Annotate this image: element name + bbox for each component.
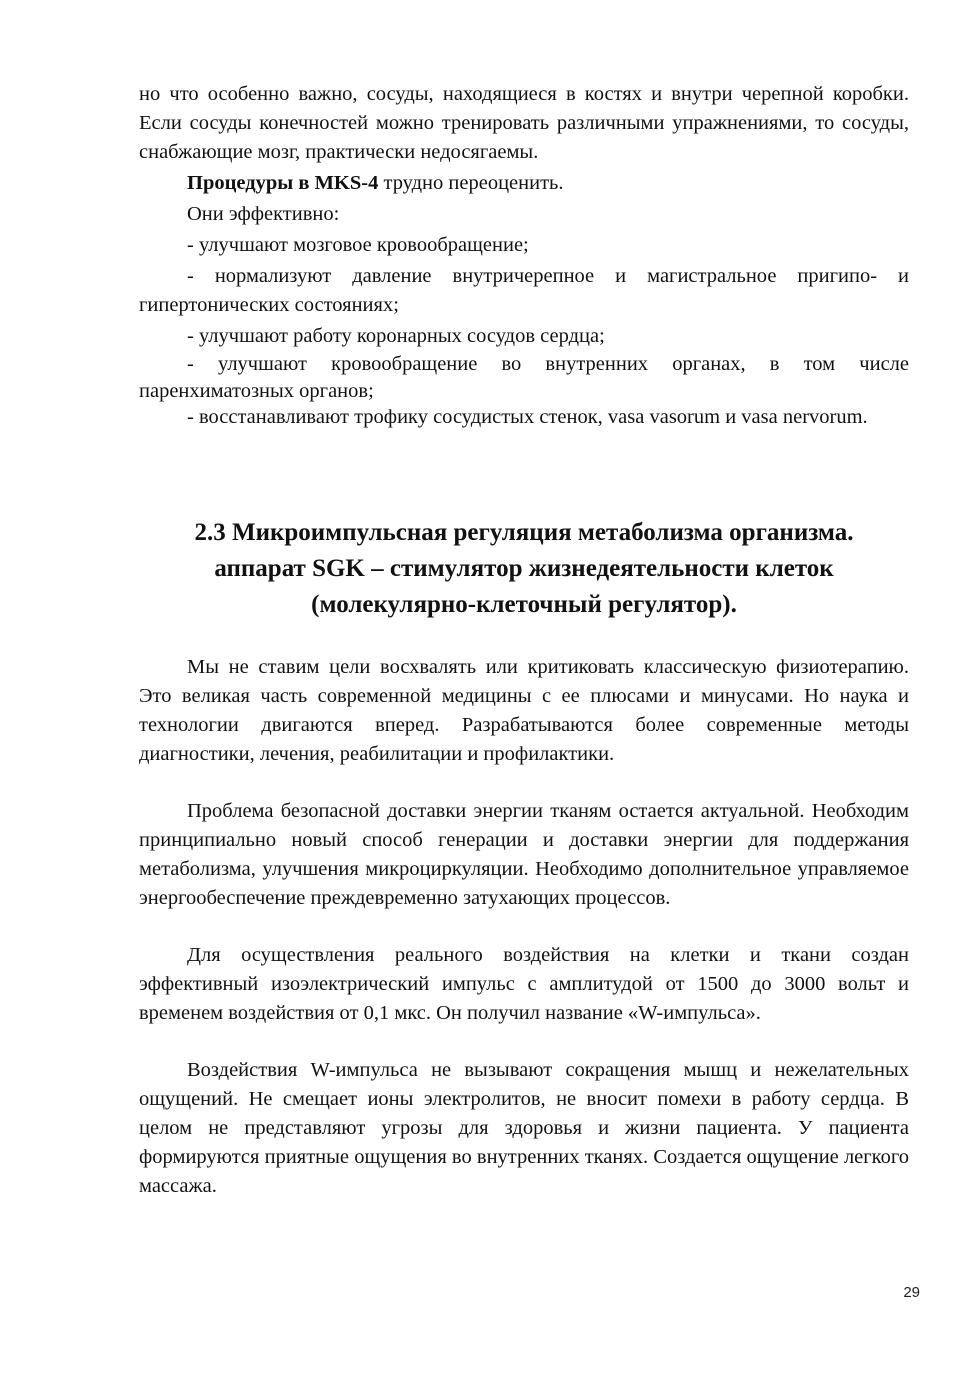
page-number: 29 bbox=[903, 1284, 920, 1301]
procedures-line bbox=[139, 169, 909, 198]
body-paragraph: Для осуществления реального воздействия на клетки и ткани создан эффективный изоэлектрический импульс с амплитудой от 1500 до 3000 вольт и временем воздействия от 0,1 мкс. Он получил название «W-импульса». bbox=[139, 943, 909, 1024]
intro-paragraph: но что особенно важно, сосуды, находящиеся в костях и внутри черепной коробки. Если сосуды конечностей можно тренировать различными упражнениями, то сосуды, снабжающие мозг, практически недосягаемы. bbox=[139, 83, 909, 163]
effect-item: - улучшают работу коронарных сосудов сердца; bbox=[187, 325, 605, 347]
section-heading-line: (молекулярно-клеточный регулятор). bbox=[311, 590, 737, 618]
effect-item: - восстанавливают трофику сосудистых стенок, vasa vasorum и vasa nervorum. bbox=[187, 406, 868, 428]
effective-intro: Они эффективно: bbox=[187, 203, 340, 225]
body-paragraph: Воздействия W-импульса не вызывают сокращения мышц и нежелательных ощущений. Не смещает ионы электролитов, не вносит помехи в работу сердца. В целом не представляют угрозы для здоровья и жизни пациента. У пациента формируются приятные ощущения во внутренних тканях. Создается ощущение легкого массажа. bbox=[139, 1058, 909, 1197]
body-paragraph: Мы не ставим цели восхвалять или критиковать классическую физиотерапию. Это великая часть современной медицины с ее плюсами и минусами. Но наука и технологии двигаются вперед. Разрабатываются более современные методы диагностики, лечения, реабилитации и профилактики. bbox=[139, 655, 909, 765]
effect-item: - нормализуют давление внутричерепное и магистральное пригипо- и гипертонических состояниях; bbox=[139, 265, 909, 316]
document-page bbox=[139, 80, 909, 1201]
section-heading bbox=[139, 515, 909, 623]
effect-item: - улучшают кровообращение во внутренних органах, в том числе паренхиматозных органов; bbox=[139, 353, 909, 402]
procedures-rest: трудно переоценить. bbox=[378, 172, 564, 194]
effect-item: - улучшают мозговое кровообращение; bbox=[187, 234, 529, 256]
section-heading-line: аппарат SGK – стимулятор жизнедеятельности клеток bbox=[214, 554, 834, 582]
procedures-bold: Процедуры в MKS-4 bbox=[187, 172, 379, 194]
body-paragraph: Проблема безопасной доставки энергии тканям остается актуальной. Необходим принципиально новый способ генерации и доставки энергии для поддержания метаболизма, улучшения микроциркуляции. Необходимо дополнительное управляемое энергообеспечение преждевременно затухающих процессов. bbox=[139, 799, 909, 909]
section-heading-line: 2.3 Микроимпульсная регуляция метаболизма организма. bbox=[194, 518, 854, 546]
